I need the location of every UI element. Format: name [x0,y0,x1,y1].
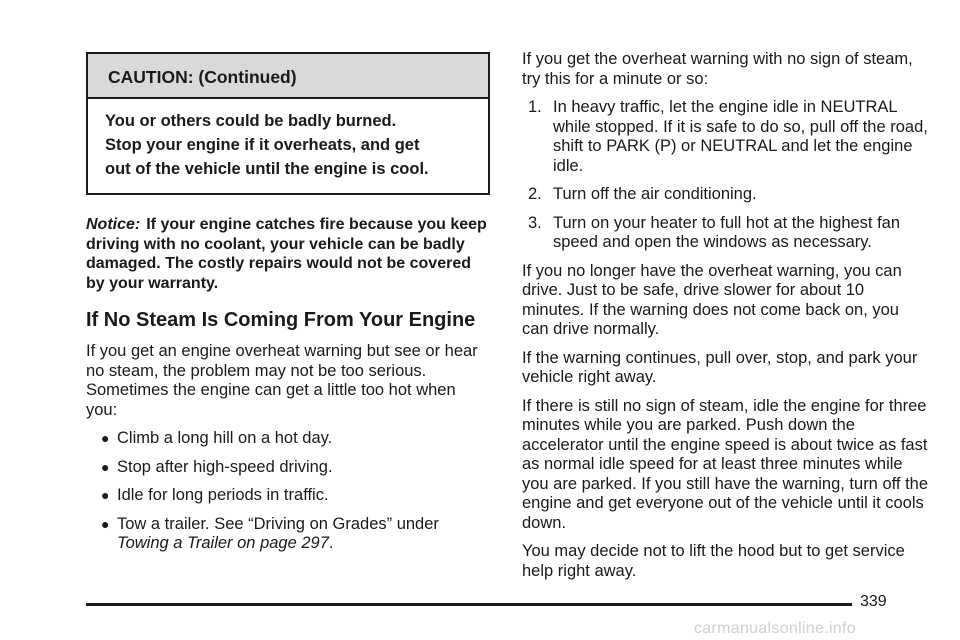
step-text: Turn on your heater to full hot at the highest fan speed and open the windows as necessary. [553,213,901,251]
right-column [522,50,930,590]
paragraph: If the warning continues, pull over, stop, and park your vehicle right away. [522,348,918,386]
step-number: 1. [528,98,542,116]
list-item [86,515,490,554]
step-number: 2. [528,185,542,203]
list-item [86,458,490,478]
list-item-text: Climb a long hill on a hot day. [117,429,333,447]
list-item [86,486,490,506]
paragraph: You may decide not to lift the hood but to get service help right away. [522,542,905,580]
step-number: 3. [528,213,542,232]
bullet-icon: ● [101,430,110,446]
list-item-text: Stop after high-speed driving. [117,457,333,476]
paragraph: If you no longer have the overheat warning, you can drive. Just to be safe, drive slower for about 10 minutes. If the warning does not come back on, you can drive normally. [522,261,902,338]
bullet-icon: ● [101,487,110,503]
caution-line: out of the vehicle until the engine is cool. [105,160,429,178]
step-item [522,185,930,205]
step-text: In heavy traffic, let the engine idle in NEUTRAL while stopped. If it is safe to do so, pull off the road, shift to PARK (P) or NEUTRAL and let the engine idle. [553,98,928,175]
caution-box [86,52,490,195]
list-item-text: Tow a trailer. See “Driving on Grades” under [117,514,439,533]
caution-line: You or others could be badly burned. [105,112,397,130]
section-title: If No Steam Is Coming From Your Engine [86,309,476,331]
caution-line: Stop your engine if it overheats, and get [105,136,420,154]
step-item [522,98,930,176]
bullet-icon: ● [101,515,110,532]
list-item-text: Idle for long periods in traffic. [117,486,329,504]
right-intro: If you get the overheat warning with no sign of steam, try this for a minute or so: [522,50,913,88]
caution-header: CAUTION: (Continued) [88,54,488,99]
cross-reference-link[interactable]: Towing a Trailer on page 297 [117,534,329,552]
step-item [522,214,930,253]
caution-body [88,99,488,193]
paragraph: If there is still no sign of steam, idle the engine for three minutes while you are parked. Push down the accelerator until the engine speed is about twice as fast as normal idle speed for at least three minutes while you are parked. If you still have the warning, turn off the engine and get everyone out of the vehicle until it cools down. [522,396,929,532]
notice-text: If your engine catches fire because you keep driving with no coolant, your vehicle can be badly damaged. The costly repairs would not be covered by your warranty. [86,216,487,292]
step-text: Turn off the air conditioning. [553,185,757,203]
notice-label: Notice: [86,216,141,233]
list-item-end: . [328,534,334,552]
steps-list [522,98,930,253]
footer-rule [86,603,852,606]
list-item [86,429,490,449]
bullet-list [86,429,490,554]
left-column [86,52,490,563]
page-number: 339 [860,593,887,610]
watermark: carmanualsonline.info [694,620,856,637]
section-intro: If you get an engine overheat warning but see or hear no steam, the problem may not be too serious. Sometimes the engine can get a little too hot when you: [86,342,478,419]
notice-paragraph [86,215,490,293]
bullet-icon: ● [101,458,110,475]
